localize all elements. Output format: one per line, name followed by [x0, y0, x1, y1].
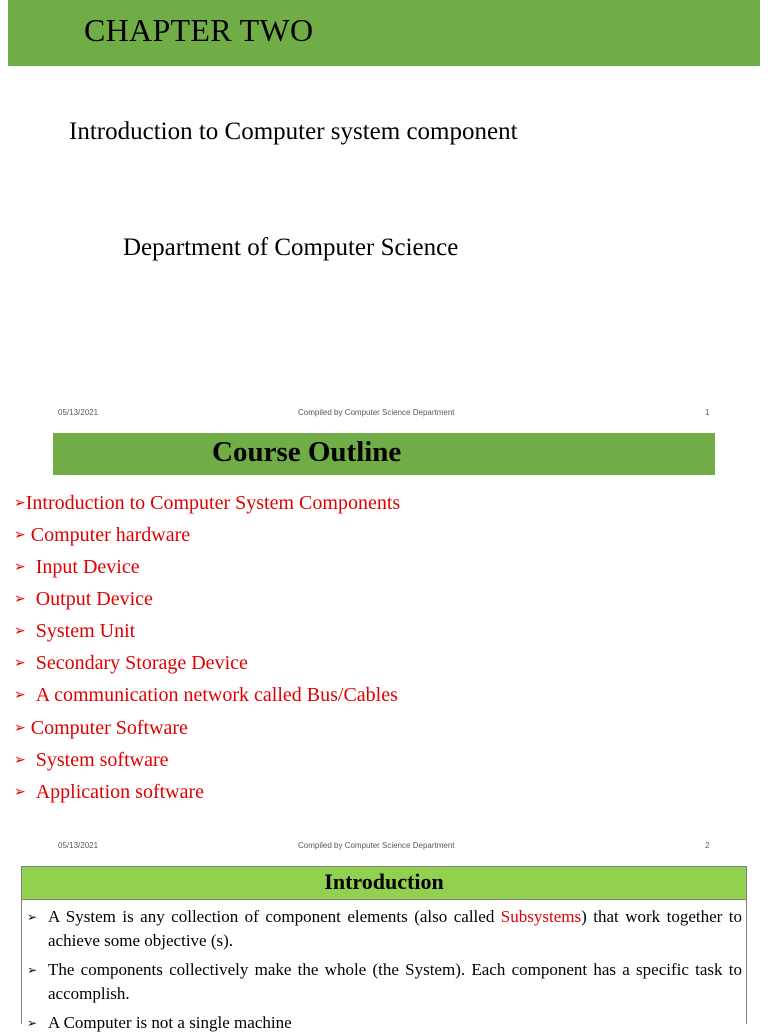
- slide1-department: Department of Computer Science: [123, 234, 459, 261]
- intro-bullet-text: [48, 905, 742, 953]
- subsystems-highlight: Subsystems: [500, 907, 582, 926]
- slide1-footer-date: 05/13/2021: [58, 408, 99, 417]
- arrow-bullet-icon: ➢: [14, 623, 26, 639]
- outline-item: [14, 683, 398, 707]
- arrow-bullet-icon: ➢: [14, 784, 26, 800]
- bullet-text-part: ) that work together to achieve some objective (s).: [48, 907, 742, 950]
- outline-item: [14, 651, 248, 675]
- outline-item-label: A communication network called Bus/Cables: [35, 684, 398, 706]
- outline-item: [14, 780, 204, 804]
- intro-bullet-text: A Computer is not a single machine: [48, 1013, 292, 1032]
- outline-item: [14, 491, 400, 515]
- slide3-title: Introduction: [324, 869, 444, 894]
- arrow-bullet-icon: ➢: [14, 527, 26, 543]
- outline-item-label: Input Device: [35, 556, 140, 578]
- arrow-bullet-icon: ➢: [14, 591, 26, 607]
- arrow-bullet-icon: ➢: [14, 752, 26, 768]
- arrow-bullet-icon: ➢: [14, 720, 26, 736]
- outline-item-label: Output Device: [35, 588, 153, 610]
- outline-item-label: System software: [35, 749, 169, 771]
- outline-item-label: Computer hardware: [30, 524, 191, 546]
- outline-item: [14, 523, 190, 547]
- intro-bullet: [27, 1011, 742, 1035]
- slide2-footer-center: Compiled by Computer Science Department: [298, 841, 455, 850]
- outline-item: [14, 587, 153, 611]
- outline-item: [14, 748, 169, 772]
- outline-item-label: Application software: [35, 781, 205, 803]
- arrow-bullet-icon: ➢: [14, 655, 26, 671]
- slide1-subtitle: Introduction to Computer system component: [69, 118, 518, 145]
- arrow-bullet-icon: ➢: [14, 495, 26, 511]
- outline-item-label: Secondary Storage Device: [35, 652, 248, 674]
- slide1-footer-page: 1: [705, 408, 710, 417]
- slide1-title: CHAPTER TWO: [84, 12, 314, 48]
- intro-bullet: [27, 905, 742, 953]
- outline-item: [14, 555, 140, 579]
- arrow-bullet-icon: ➢: [27, 910, 38, 924]
- arrow-bullet-icon: ➢: [14, 559, 26, 575]
- slide2-title: Course Outline: [212, 436, 402, 468]
- arrow-bullet-icon: ➢: [27, 1016, 38, 1030]
- outline-item-label: System Unit: [35, 620, 136, 642]
- slide1-footer-center: Compiled by Computer Science Department: [298, 408, 455, 417]
- outline-item: [14, 716, 188, 740]
- outline-item: [14, 619, 135, 643]
- slide2-footer-page: 2: [705, 841, 710, 850]
- arrow-bullet-icon: ➢: [14, 687, 26, 703]
- outline-item-label: Computer Software: [30, 717, 188, 739]
- bullet-text-part: A System is any collection of component elements (also called: [48, 907, 501, 926]
- arrow-bullet-icon: ➢: [27, 963, 38, 977]
- intro-bullet: [27, 958, 742, 1006]
- outline-item-label: Introduction to Computer System Components: [25, 492, 401, 514]
- intro-bullet-text: The components collectively make the whole (the System). Each component has a specific task to accomplish.: [48, 960, 742, 1003]
- slide2-footer-date: 05/13/2021: [58, 841, 99, 850]
